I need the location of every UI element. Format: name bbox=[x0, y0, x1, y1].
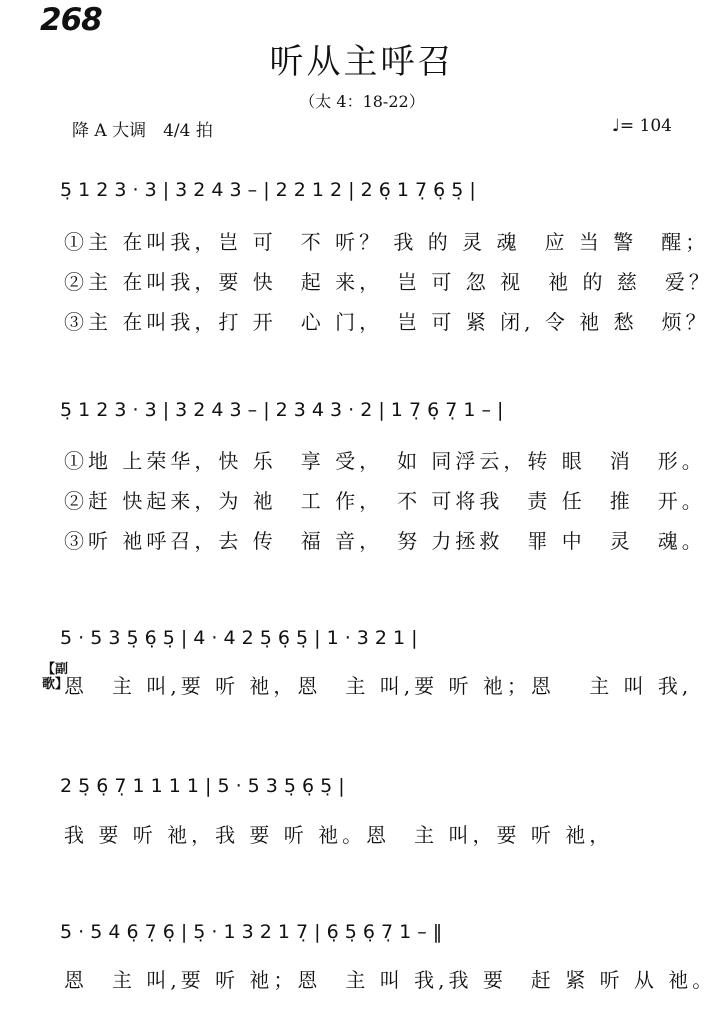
lyric-line: 我 要 听 祂，我 要 听 祂。恩 主 叫，要 听 祂， bbox=[64, 823, 614, 847]
lyric-line: ①地 上荣华，快 乐 享 受， 如 同浮云，转 眼 消 形。 bbox=[64, 449, 706, 473]
lyric-line: ③主 在叫我，打 开 心 门， 岂 可 紧 闭, 令 祂 愁 烦？ bbox=[64, 310, 710, 334]
chorus-label: 【副歌】 bbox=[42, 662, 69, 692]
hymn-number: 268 bbox=[40, 2, 102, 38]
lyric-line: ②主 在叫我，要 快 起 来， 岂 可 忽 视 祂 的 慈 爱？ bbox=[64, 270, 713, 294]
tempo-marking: ♩= 104 bbox=[611, 116, 672, 136]
lyric-line: 恩 主 叫,要 听 祂，恩 主 叫,要 听 祂；恩 主 叫 我, bbox=[64, 674, 693, 698]
lyric-line: ②赶 快起来，为 祂 工 作， 不 可将我 责 任 推 开。 bbox=[64, 489, 706, 513]
scripture-reference: （太 4：18-22） bbox=[299, 92, 425, 111]
notation-line-5: 5 · 5 4 6̣ 7̣ 6̣ | 5̣ · 1 3 2 1 7̣ | 6̣ 5̣ 6̣ 7̣ 1 – ‖ bbox=[60, 921, 443, 943]
notation-line-1: 5̣ 1 2 3 · 3 | 3 2 4 3 – | 2 2 1 2 | 2 6̣ 1 7̣ 6̣ 5̣ | bbox=[60, 179, 476, 201]
notation-line-4: 2 5̣ 6̣ 7̣ 1 1 1 1 | 5 · 5 3 5̣ 6̣ 5̣ | bbox=[60, 775, 345, 797]
page-title: 听从主呼召 bbox=[269, 42, 455, 82]
lyric-line: ③听 祂呼召，去 传 福 音， 努 力拯救 罪 中 灵 魂。 bbox=[64, 529, 706, 553]
notation-line-2: 5̣ 1 2 3 · 3 | 3 2 4 3 – | 2 3 4 3 · 2 | 1 7̣ 6̣ 7̣ 1 – | bbox=[60, 399, 504, 421]
key-time-signature: 降 A 大调 4/4 拍 bbox=[72, 121, 213, 141]
lyric-line: ①主 在叫我，岂 可 不 听？ 我 的 灵 魂 应 当 警 醒； bbox=[64, 230, 710, 254]
lyric-line: 恩 主 叫,要 听 祂；恩 主 叫 我,我 要 赶 紧 听 从 祂。 bbox=[64, 968, 717, 992]
notation-line-3: 5 · 5 3 5̣ 6̣ 5̣ | 4 · 4 2 5̣ 6̣ 5̣ | 1 · 3 2 1 | bbox=[60, 627, 418, 649]
